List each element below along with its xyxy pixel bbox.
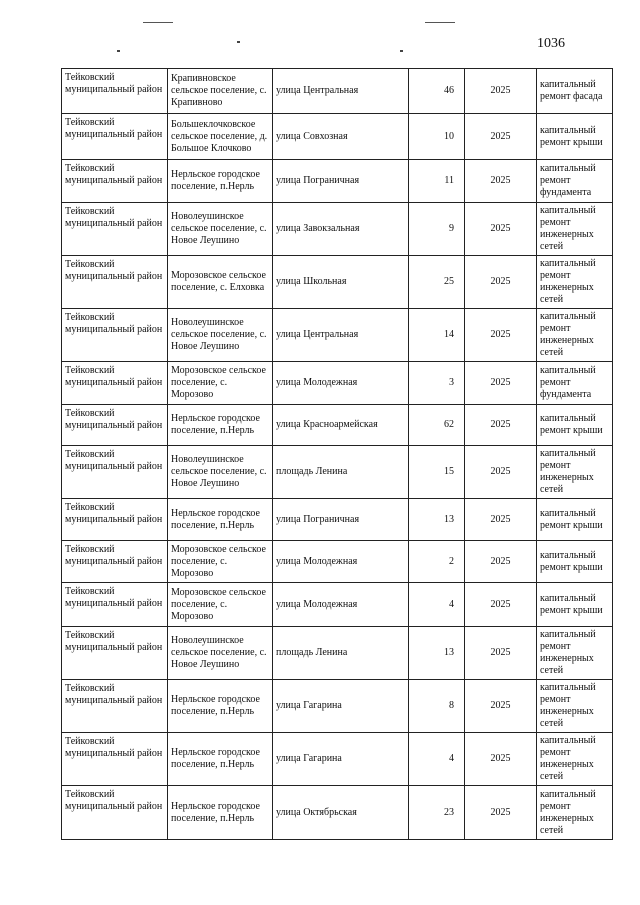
street-cell: улица Школьная (273, 256, 409, 309)
district-cell: Тейковский муниципальный район (62, 203, 168, 256)
table-row (62, 733, 613, 786)
table-row (62, 69, 613, 114)
house-number-cell: 10 (409, 114, 465, 160)
work-type-cell: капитальный ремонт крыши (537, 499, 613, 541)
table-row (62, 680, 613, 733)
house-number-cell: 11 (409, 160, 465, 203)
table-row (62, 499, 613, 541)
street-cell: улица Красноармейская (273, 405, 409, 446)
house-number-cell: 46 (409, 69, 465, 114)
district-cell: Тейковский муниципальный район (62, 446, 168, 499)
district-cell: Тейковский муниципальный район (62, 541, 168, 583)
work-type-cell: капитальный ремонт крыши (537, 541, 613, 583)
year-cell: 2025 (465, 446, 537, 499)
house-number-cell: 13 (409, 499, 465, 541)
house-number-cell: 2 (409, 541, 465, 583)
work-type-cell: капитальный ремонт инженерных сетей (537, 786, 613, 840)
year-cell: 2025 (465, 499, 537, 541)
table-row (62, 309, 613, 362)
street-cell: улица Гагарина (273, 733, 409, 786)
scan-mark-2 (425, 22, 455, 23)
district-cell: Тейковский муниципальный район (62, 583, 168, 627)
year-cell: 2025 (465, 203, 537, 256)
year-cell: 2025 (465, 362, 537, 405)
settlement-cell: Морозовское сельское поселение, с. Елховка (168, 256, 273, 309)
street-cell: улица Молодежная (273, 541, 409, 583)
page-number: 1036 (537, 36, 565, 51)
street-cell: улица Центральная (273, 69, 409, 114)
scan-dot-2 (400, 50, 403, 52)
year-cell: 2025 (465, 733, 537, 786)
house-number-cell: 23 (409, 786, 465, 840)
house-number-cell: 13 (409, 627, 465, 680)
work-type-cell: капитальный ремонт крыши (537, 114, 613, 160)
district-cell: Тейковский муниципальный район (62, 309, 168, 362)
year-cell: 2025 (465, 69, 537, 114)
year-cell: 2025 (465, 583, 537, 627)
district-cell: Тейковский муниципальный район (62, 160, 168, 203)
year-cell: 2025 (465, 541, 537, 583)
settlement-cell: Морозовское сельское поселение, с. Морозово (168, 362, 273, 405)
table-row (62, 446, 613, 499)
work-type-cell: капитальный ремонт инженерных сетей (537, 309, 613, 362)
scan-dot-3 (237, 41, 240, 43)
table-row (62, 405, 613, 446)
street-cell: площадь Ленина (273, 627, 409, 680)
table-row (62, 203, 613, 256)
table-row (62, 627, 613, 680)
work-type-cell: капитальный ремонт фундамента (537, 362, 613, 405)
work-type-cell: капитальный ремонт инженерных сетей (537, 203, 613, 256)
repair-schedule-table (61, 68, 613, 840)
street-cell: улица Совхозная (273, 114, 409, 160)
house-number-cell: 8 (409, 680, 465, 733)
district-cell: Тейковский муниципальный район (62, 680, 168, 733)
district-cell: Тейковский муниципальный район (62, 405, 168, 446)
settlement-cell: Новолеушинское сельское поселение, с. Новое Леушино (168, 203, 273, 256)
district-cell: Тейковский муниципальный район (62, 499, 168, 541)
district-cell: Тейковский муниципальный район (62, 114, 168, 160)
street-cell: улица Гагарина (273, 680, 409, 733)
table-row (62, 160, 613, 203)
scan-dot-1 (117, 50, 120, 52)
year-cell: 2025 (465, 786, 537, 840)
work-type-cell: капитальный ремонт инженерных сетей (537, 256, 613, 309)
settlement-cell: Морозовское сельское поселение, с. Морозово (168, 541, 273, 583)
settlement-cell: Новолеушинское сельское поселение, с. Новое Леушино (168, 446, 273, 499)
work-type-cell: капитальный ремонт инженерных сетей (537, 680, 613, 733)
district-cell: Тейковский муниципальный район (62, 627, 168, 680)
street-cell: улица Молодежная (273, 583, 409, 627)
street-cell: улица Центральная (273, 309, 409, 362)
work-type-cell: капитальный ремонт инженерных сетей (537, 446, 613, 499)
table-row (62, 541, 613, 583)
table-row (62, 256, 613, 309)
street-cell: площадь Ленина (273, 446, 409, 499)
table-row (62, 114, 613, 160)
street-cell: улица Завокзальная (273, 203, 409, 256)
district-cell: Тейковский муниципальный район (62, 733, 168, 786)
settlement-cell: Нерльское городское поселение, п.Нерль (168, 680, 273, 733)
settlement-cell: Нерльское городское поселение, п.Нерль (168, 160, 273, 203)
street-cell: улица Пограничная (273, 160, 409, 203)
house-number-cell: 62 (409, 405, 465, 446)
settlement-cell: Нерльское городское поселение, п.Нерль (168, 733, 273, 786)
year-cell: 2025 (465, 627, 537, 680)
settlement-cell: Нерльское городское поселение, п.Нерль (168, 786, 273, 840)
work-type-cell: капитальный ремонт крыши (537, 583, 613, 627)
table-row (62, 786, 613, 840)
settlement-cell: Новолеушинское сельское поселение, с. Новое Леушино (168, 627, 273, 680)
settlement-cell: Нерльское городское поселение, п.Нерль (168, 405, 273, 446)
house-number-cell: 3 (409, 362, 465, 405)
district-cell: Тейковский муниципальный район (62, 256, 168, 309)
street-cell: улица Пограничная (273, 499, 409, 541)
work-type-cell: капитальный ремонт крыши (537, 405, 613, 446)
table-row (62, 583, 613, 627)
house-number-cell: 4 (409, 733, 465, 786)
table-body (62, 69, 613, 840)
settlement-cell: Нерльское городское поселение, п.Нерль (168, 499, 273, 541)
district-cell: Тейковский муниципальный район (62, 69, 168, 114)
settlement-cell: Крапивновское сельское поселение, с. Крапивново (168, 69, 273, 114)
year-cell: 2025 (465, 680, 537, 733)
scan-mark-1 (143, 22, 173, 23)
work-type-cell: капитальный ремонт инженерных сетей (537, 627, 613, 680)
street-cell: улица Молодежная (273, 362, 409, 405)
table-row (62, 362, 613, 405)
district-cell: Тейковский муниципальный район (62, 786, 168, 840)
work-type-cell: капитальный ремонт фундамента (537, 160, 613, 203)
house-number-cell: 25 (409, 256, 465, 309)
year-cell: 2025 (465, 405, 537, 446)
work-type-cell: капитальный ремонт фасада (537, 69, 613, 114)
house-number-cell: 4 (409, 583, 465, 627)
year-cell: 2025 (465, 114, 537, 160)
settlement-cell: Новолеушинское сельское поселение, с. Новое Леушино (168, 309, 273, 362)
street-cell: улица Октябрьская (273, 786, 409, 840)
settlement-cell: Морозовское сельское поселение, с. Морозово (168, 583, 273, 627)
house-number-cell: 9 (409, 203, 465, 256)
year-cell: 2025 (465, 309, 537, 362)
settlement-cell: Большеклочковское сельское поселение, д. Большое Клочково (168, 114, 273, 160)
house-number-cell: 14 (409, 309, 465, 362)
district-cell: Тейковский муниципальный район (62, 362, 168, 405)
work-type-cell: капитальный ремонт инженерных сетей (537, 733, 613, 786)
year-cell: 2025 (465, 256, 537, 309)
year-cell: 2025 (465, 160, 537, 203)
house-number-cell: 15 (409, 446, 465, 499)
